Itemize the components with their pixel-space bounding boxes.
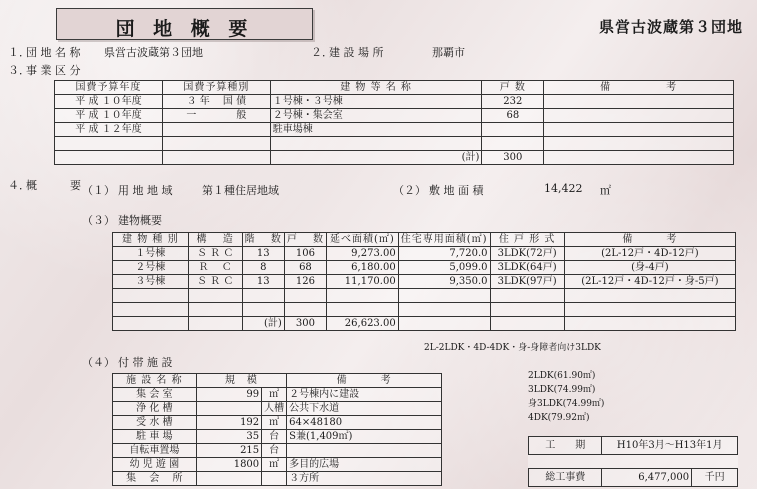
cell-cost-unit: 千円 xyxy=(692,469,738,487)
cell-remarks xyxy=(564,317,735,331)
cell-total-area: 6,180.00 xyxy=(327,261,399,275)
cell-facility-remarks: 64×48180 xyxy=(287,416,442,430)
table-row xyxy=(529,469,738,487)
summary-table xyxy=(528,436,738,487)
cell-units: 106 xyxy=(284,247,326,261)
section2-number: ３． xyxy=(8,64,30,77)
business-division-table xyxy=(54,80,734,165)
col-remarks: 備 考 xyxy=(564,233,735,247)
cell-remarks xyxy=(544,123,734,137)
table-row xyxy=(113,261,736,275)
cell-facility-name: 駐 車 場 xyxy=(113,430,197,444)
cell-remarks xyxy=(544,137,734,151)
cell-residential-area: 9,350.0 xyxy=(398,275,490,289)
col-building-type: 建 物 種 別 xyxy=(113,233,189,247)
cell-facility-value: 99 xyxy=(196,388,261,402)
section1-number-2: ２． xyxy=(311,46,333,59)
col-floors: 階 数 xyxy=(242,233,284,247)
cell-facility-name: 受 水 槽 xyxy=(113,416,197,430)
table-row xyxy=(113,416,442,430)
cell-remarks: (2L-12戸・4D-12戸・身-5戸) xyxy=(564,275,735,289)
table-row xyxy=(113,472,442,486)
item1-value: 第１種住居地域 xyxy=(202,184,279,197)
table-row-total xyxy=(113,317,736,331)
unit-note-3: 身3LDK(74.99㎡) xyxy=(528,399,605,409)
cell-residential-area: 7,720.0 xyxy=(398,247,490,261)
page-title: 団 地 概 要 xyxy=(115,18,254,40)
cell-remarks xyxy=(544,151,734,165)
cell-cost-value: 6,477,000 xyxy=(602,469,692,487)
building-table-note: 2L-2LDK・4D-4DK・身-身障者向け3LDK xyxy=(424,343,601,353)
cell-budget-type: ３ 年 国 債 xyxy=(162,95,270,109)
table-row xyxy=(113,402,442,416)
cell-unit-type xyxy=(490,303,564,317)
table-row xyxy=(55,95,734,109)
unit-note-1: 2LDK(61.90㎡) xyxy=(528,371,596,381)
col-facility-scale: 規 模 xyxy=(196,374,286,388)
item1-number: （１） xyxy=(82,184,115,197)
cell-facility-remarks: 公共下水道 xyxy=(287,402,442,416)
cell-building-type xyxy=(113,317,189,331)
cell-facility-unit: 人槽 xyxy=(262,402,287,416)
cell-budget-year xyxy=(55,151,163,165)
cell-building-name: １号棟・３号棟 xyxy=(270,95,482,109)
cell-building-type: １号棟 xyxy=(113,247,189,261)
cell-units xyxy=(284,289,326,303)
table-header-row xyxy=(113,233,736,247)
cell-structure xyxy=(188,289,242,303)
cell-building-name xyxy=(270,137,482,151)
col-residential-area: 住宅専用面積(㎡) xyxy=(398,233,490,247)
table-header-row xyxy=(113,374,442,388)
cell-facility-value xyxy=(196,402,261,416)
cell-unit-type: 3LDK(97戸) xyxy=(490,275,564,289)
cell-total-label: (計) xyxy=(270,151,482,165)
item2-value: 14,422 xyxy=(544,182,583,195)
cell-total-units: 300 xyxy=(284,317,326,331)
section1-label-2: 建 設 場 所 xyxy=(329,46,384,59)
cell-units: 68 xyxy=(482,109,544,123)
cell-building-type: ３号棟 xyxy=(113,275,189,289)
item3-label: 建物概要 xyxy=(118,214,162,227)
table-row xyxy=(113,444,442,458)
cell-facility-unit: ㎡ xyxy=(262,388,287,402)
table-row xyxy=(113,247,736,261)
cell-period-label: 工 期 xyxy=(529,437,602,455)
cell-building-type xyxy=(113,289,189,303)
col-budget-type: 国費予算種別 xyxy=(162,81,270,95)
section2-label: 事 業 区 分 xyxy=(26,64,81,77)
col-remarks: 備 考 xyxy=(544,81,734,95)
table-row xyxy=(113,458,442,472)
item4-number: （４） xyxy=(82,356,115,369)
cell-units xyxy=(482,123,544,137)
cell-facility-unit: ㎥ xyxy=(262,416,287,430)
cell-units: 126 xyxy=(284,275,326,289)
cell-remarks xyxy=(544,109,734,123)
col-structure: 構 造 xyxy=(188,233,242,247)
cell-cost-label: 総工事費 xyxy=(529,469,602,487)
cell-budget-type xyxy=(162,123,270,137)
table-row xyxy=(113,388,442,402)
cell-facility-name: 集 会 所 xyxy=(113,472,197,486)
table-row xyxy=(113,275,736,289)
table-row xyxy=(55,123,734,137)
section1-label: 団 地 名 称 xyxy=(26,46,81,59)
building-overview-table xyxy=(112,232,736,331)
cell-structure: Ｓ Ｒ Ｃ xyxy=(188,247,242,261)
cell-facility-unit: 台 xyxy=(262,430,287,444)
cell-facility-value: 1800 xyxy=(196,458,261,472)
item4-label: 付 帯 施 設 xyxy=(118,356,173,369)
cell-facility-name: 幼 児 遊 園 xyxy=(113,458,197,472)
cell-budget-type xyxy=(162,151,270,165)
col-unit-type: 住 戸 形 式 xyxy=(490,233,564,247)
cell-total-area xyxy=(327,303,399,317)
section1-value-2: 那覇市 xyxy=(432,46,465,59)
cell-total-area: 9,273.00 xyxy=(327,247,399,261)
table-header-row xyxy=(55,81,734,95)
col-facility-remarks: 備 考 xyxy=(287,374,442,388)
cell-unit-type: 3LDK(64戸) xyxy=(490,261,564,275)
cell-budget-year: 平 成 １０年度 xyxy=(55,109,163,123)
cell-total-area xyxy=(327,289,399,303)
cell-structure: Ｓ Ｒ Ｃ xyxy=(188,275,242,289)
cell-remarks: (2L-12戸・4D-12戸) xyxy=(564,247,735,261)
item2-unit: ㎡ xyxy=(600,184,611,197)
cell-facility-remarks: S兼(1,409㎡) xyxy=(287,430,442,444)
cell-residential-area: 5,099.0 xyxy=(398,261,490,275)
cell-budget-year: 平 成 １０年度 xyxy=(55,95,163,109)
section3-label: 概 要 xyxy=(26,179,81,192)
title-box xyxy=(56,8,313,40)
cell-total-area: 26,623.00 xyxy=(327,317,399,331)
cell-floors xyxy=(242,289,284,303)
cell-facility-unit xyxy=(262,472,287,486)
section1-number: １． xyxy=(8,46,30,59)
table-row xyxy=(55,137,734,151)
col-facility-name: 施 設 名 称 xyxy=(113,374,197,388)
facilities-table xyxy=(112,373,442,486)
table-row xyxy=(113,430,442,444)
cell-remarks xyxy=(544,95,734,109)
cell-facility-name: 集 会 室 xyxy=(113,388,197,402)
cell-total-area: 11,170.00 xyxy=(327,275,399,289)
table-row xyxy=(55,109,734,123)
cell-budget-type xyxy=(162,137,270,151)
cell-floors: 13 xyxy=(242,275,284,289)
cell-unit-type xyxy=(490,317,564,331)
cell-total-units: 300 xyxy=(482,151,544,165)
cell-total-label: (計) xyxy=(242,317,284,331)
cell-unit-type xyxy=(490,289,564,303)
table-row xyxy=(529,455,738,469)
item2-number: （２） xyxy=(393,184,426,197)
cell-units: 68 xyxy=(284,261,326,275)
cell-facility-unit: 台 xyxy=(262,444,287,458)
cell-budget-year xyxy=(55,137,163,151)
table-row xyxy=(529,437,738,455)
cell-facility-value: 35 xyxy=(196,430,261,444)
cell-facility-remarks: ２号棟内に建設 xyxy=(287,388,442,402)
cell-structure: Ｒ Ｃ xyxy=(188,261,242,275)
col-units: 戸 数 xyxy=(482,81,544,95)
section3-number: ４． xyxy=(8,179,30,192)
cell-structure xyxy=(188,303,242,317)
cell-floors: 8 xyxy=(242,261,284,275)
unit-note-4: 4DK(79.92㎡) xyxy=(528,413,590,423)
cell-facility-value: 192 xyxy=(196,416,261,430)
cell-residential-area xyxy=(398,317,490,331)
dept-title: 県営古波蔵第３団地 xyxy=(598,18,743,36)
table-row xyxy=(113,303,736,317)
cell-building-name: 駐車場棟 xyxy=(270,123,482,137)
cell-building-name: ２号棟・集会室 xyxy=(270,109,482,123)
col-units: 戸 数 xyxy=(284,233,326,247)
cell-residential-area xyxy=(398,289,490,303)
cell-facility-value xyxy=(196,472,261,486)
cell-facility-remarks xyxy=(287,444,442,458)
cell-period-value: H10年3月～H13年1月 xyxy=(602,437,738,455)
cell-budget-year: 平 成 １２年度 xyxy=(55,123,163,137)
cell-facility-remarks: ３方所 xyxy=(287,472,442,486)
cell-facility-value: 215 xyxy=(196,444,261,458)
cell-budget-type: 一 般 xyxy=(162,109,270,123)
section1-value: 県営古波蔵第３団地 xyxy=(104,46,203,59)
cell-facility-unit: ㎡ xyxy=(262,458,287,472)
cell-units: 232 xyxy=(482,95,544,109)
cell-remarks xyxy=(564,303,735,317)
item1-label: 用 地 地 域 xyxy=(118,184,173,197)
cell-residential-area xyxy=(398,303,490,317)
col-budget-year: 国費予算年度 xyxy=(55,81,163,95)
item2-label: 敷 地 面 積 xyxy=(429,184,484,197)
cell-building-type: ２号棟 xyxy=(113,261,189,275)
cell-floors xyxy=(242,303,284,317)
cell-facility-remarks: 多目的広場 xyxy=(287,458,442,472)
cell-remarks xyxy=(564,289,735,303)
unit-note-2: 3LDK(74.99㎡) xyxy=(528,385,596,395)
cell-structure xyxy=(188,317,242,331)
cell-units xyxy=(482,137,544,151)
cell-facility-name: 浄 化 槽 xyxy=(113,402,197,416)
table-row xyxy=(113,289,736,303)
table-row-total xyxy=(55,151,734,165)
col-building-name: 建 物 等 名 称 xyxy=(270,81,482,95)
cell-remarks: (身-4戸) xyxy=(564,261,735,275)
cell-building-type xyxy=(113,303,189,317)
cell-facility-name: 自転車置場 xyxy=(113,444,197,458)
cell-floors: 13 xyxy=(242,247,284,261)
cell-unit-type: 3LDK(72戸) xyxy=(490,247,564,261)
col-total-area: 延べ面積(㎡) xyxy=(327,233,399,247)
cell-units xyxy=(284,303,326,317)
item3-number: （３） xyxy=(82,214,115,227)
